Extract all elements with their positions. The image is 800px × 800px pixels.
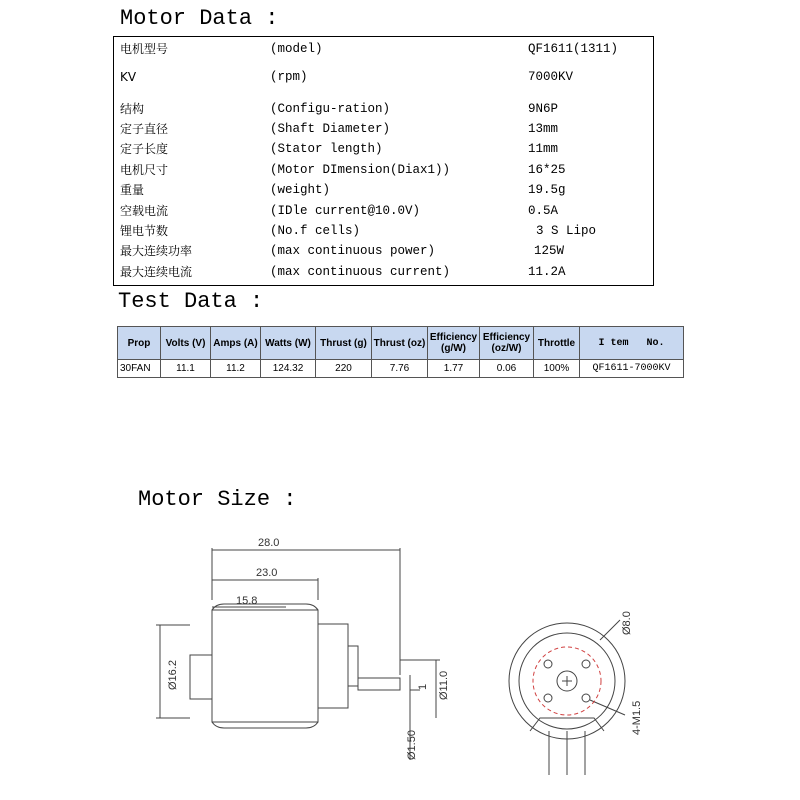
header-cell: Throttle: [534, 327, 580, 360]
spec-value: 7000KV: [528, 70, 574, 84]
spec-value: 19.5g: [528, 183, 566, 197]
spec-cn: 最大连续电流: [120, 265, 193, 279]
spec-cn: 电机型号: [120, 42, 169, 56]
spec-cn: 锂电节数: [120, 224, 169, 238]
motor-shaft: [358, 678, 400, 690]
spec-cn: KV: [120, 70, 137, 84]
header-cell: Prop: [118, 327, 161, 360]
dim-label-dia16: Ø16.2: [167, 660, 179, 690]
spec-cn: 定子长度: [120, 142, 169, 156]
table-cell: 1.77: [428, 360, 480, 378]
spec-en: (No.f cells): [270, 224, 361, 238]
dim-label-m15: 4-M1.5: [631, 700, 643, 735]
table-cell: QF1611-7000KV: [580, 360, 684, 378]
header-cell: Efficiency (g/W): [428, 327, 480, 360]
table-cell: 100%: [534, 360, 580, 378]
spec-value: 9N6P: [528, 102, 559, 116]
motor-data-heading: Motor Data :: [120, 6, 279, 31]
spec-cn: 空载电流: [120, 204, 169, 218]
spec-value: 3 S Lipo: [536, 224, 597, 238]
header-cell: Thrust (oz): [372, 327, 428, 360]
dim-label-dia8: Ø8.0: [621, 611, 633, 635]
spec-en: (Shaft Diameter): [270, 122, 391, 136]
front-flange: [318, 624, 348, 708]
dim-label-23: 23.0: [256, 567, 278, 579]
dim-label-28: 28.0: [258, 537, 280, 549]
table-cell: 11.2: [211, 360, 261, 378]
motor-size-heading: Motor Size :: [138, 487, 297, 512]
spec-value: 0.5A: [528, 204, 559, 218]
header-cell: Amps (A): [211, 327, 261, 360]
spec-en: (rpm): [270, 70, 308, 84]
spec-en: (model): [270, 42, 323, 56]
spec-value: 125W: [534, 244, 565, 258]
spec-en: (weight): [270, 183, 331, 197]
spec-en: (max continuous current): [270, 265, 451, 279]
front-bearing: [348, 646, 358, 686]
spec-en: (Motor DImension(Diax1)): [270, 163, 451, 177]
spec-cn: 电机尺寸: [120, 163, 169, 177]
table-cell: 7.76: [372, 360, 428, 378]
header-cell: Efficiency (oz/W): [480, 327, 534, 360]
dim-label-dia15: Ø1.50: [406, 730, 418, 760]
dim-label-1: 1: [417, 683, 429, 690]
header-cell: Volts (V): [161, 327, 211, 360]
spec-en: (Stator length): [270, 142, 383, 156]
spec-value: 11mm: [528, 142, 559, 156]
table-cell: 0.06: [480, 360, 534, 378]
spec-cn: 定子直径: [120, 122, 169, 136]
spec-value: 13mm: [528, 122, 559, 136]
table-cell: 11.1: [161, 360, 211, 378]
spec-cn: 重量: [120, 183, 145, 197]
spec-en: (max continuous power): [270, 244, 436, 258]
spec-value: 11.2A: [528, 265, 566, 279]
dim-label-dia11: Ø11.0: [438, 670, 450, 700]
header-cell: Watts (W): [261, 327, 316, 360]
spec-value: 16*25: [528, 163, 566, 177]
rear-boss: [190, 655, 212, 699]
spec-cn: 最大连续功率: [120, 244, 193, 258]
motor-body-outline: [212, 610, 318, 722]
table-cell: 220: [316, 360, 372, 378]
spec-cn: 结构: [120, 102, 145, 116]
header-cell: I tem No.: [580, 327, 684, 360]
dim-label-15: 15.8: [236, 595, 258, 607]
motor-body-bottom-curve: [212, 722, 318, 728]
table-cell: 124.32: [261, 360, 316, 378]
spec-value: QF1611(1311): [528, 42, 619, 56]
test-data-heading: Test Data :: [118, 289, 264, 314]
spec-en: (IDle current@10.0V): [270, 204, 421, 218]
table-cell: 30FAN: [118, 360, 161, 378]
spec-en: (Configu-ration): [270, 102, 391, 116]
header-cell: Thrust (g): [316, 327, 372, 360]
